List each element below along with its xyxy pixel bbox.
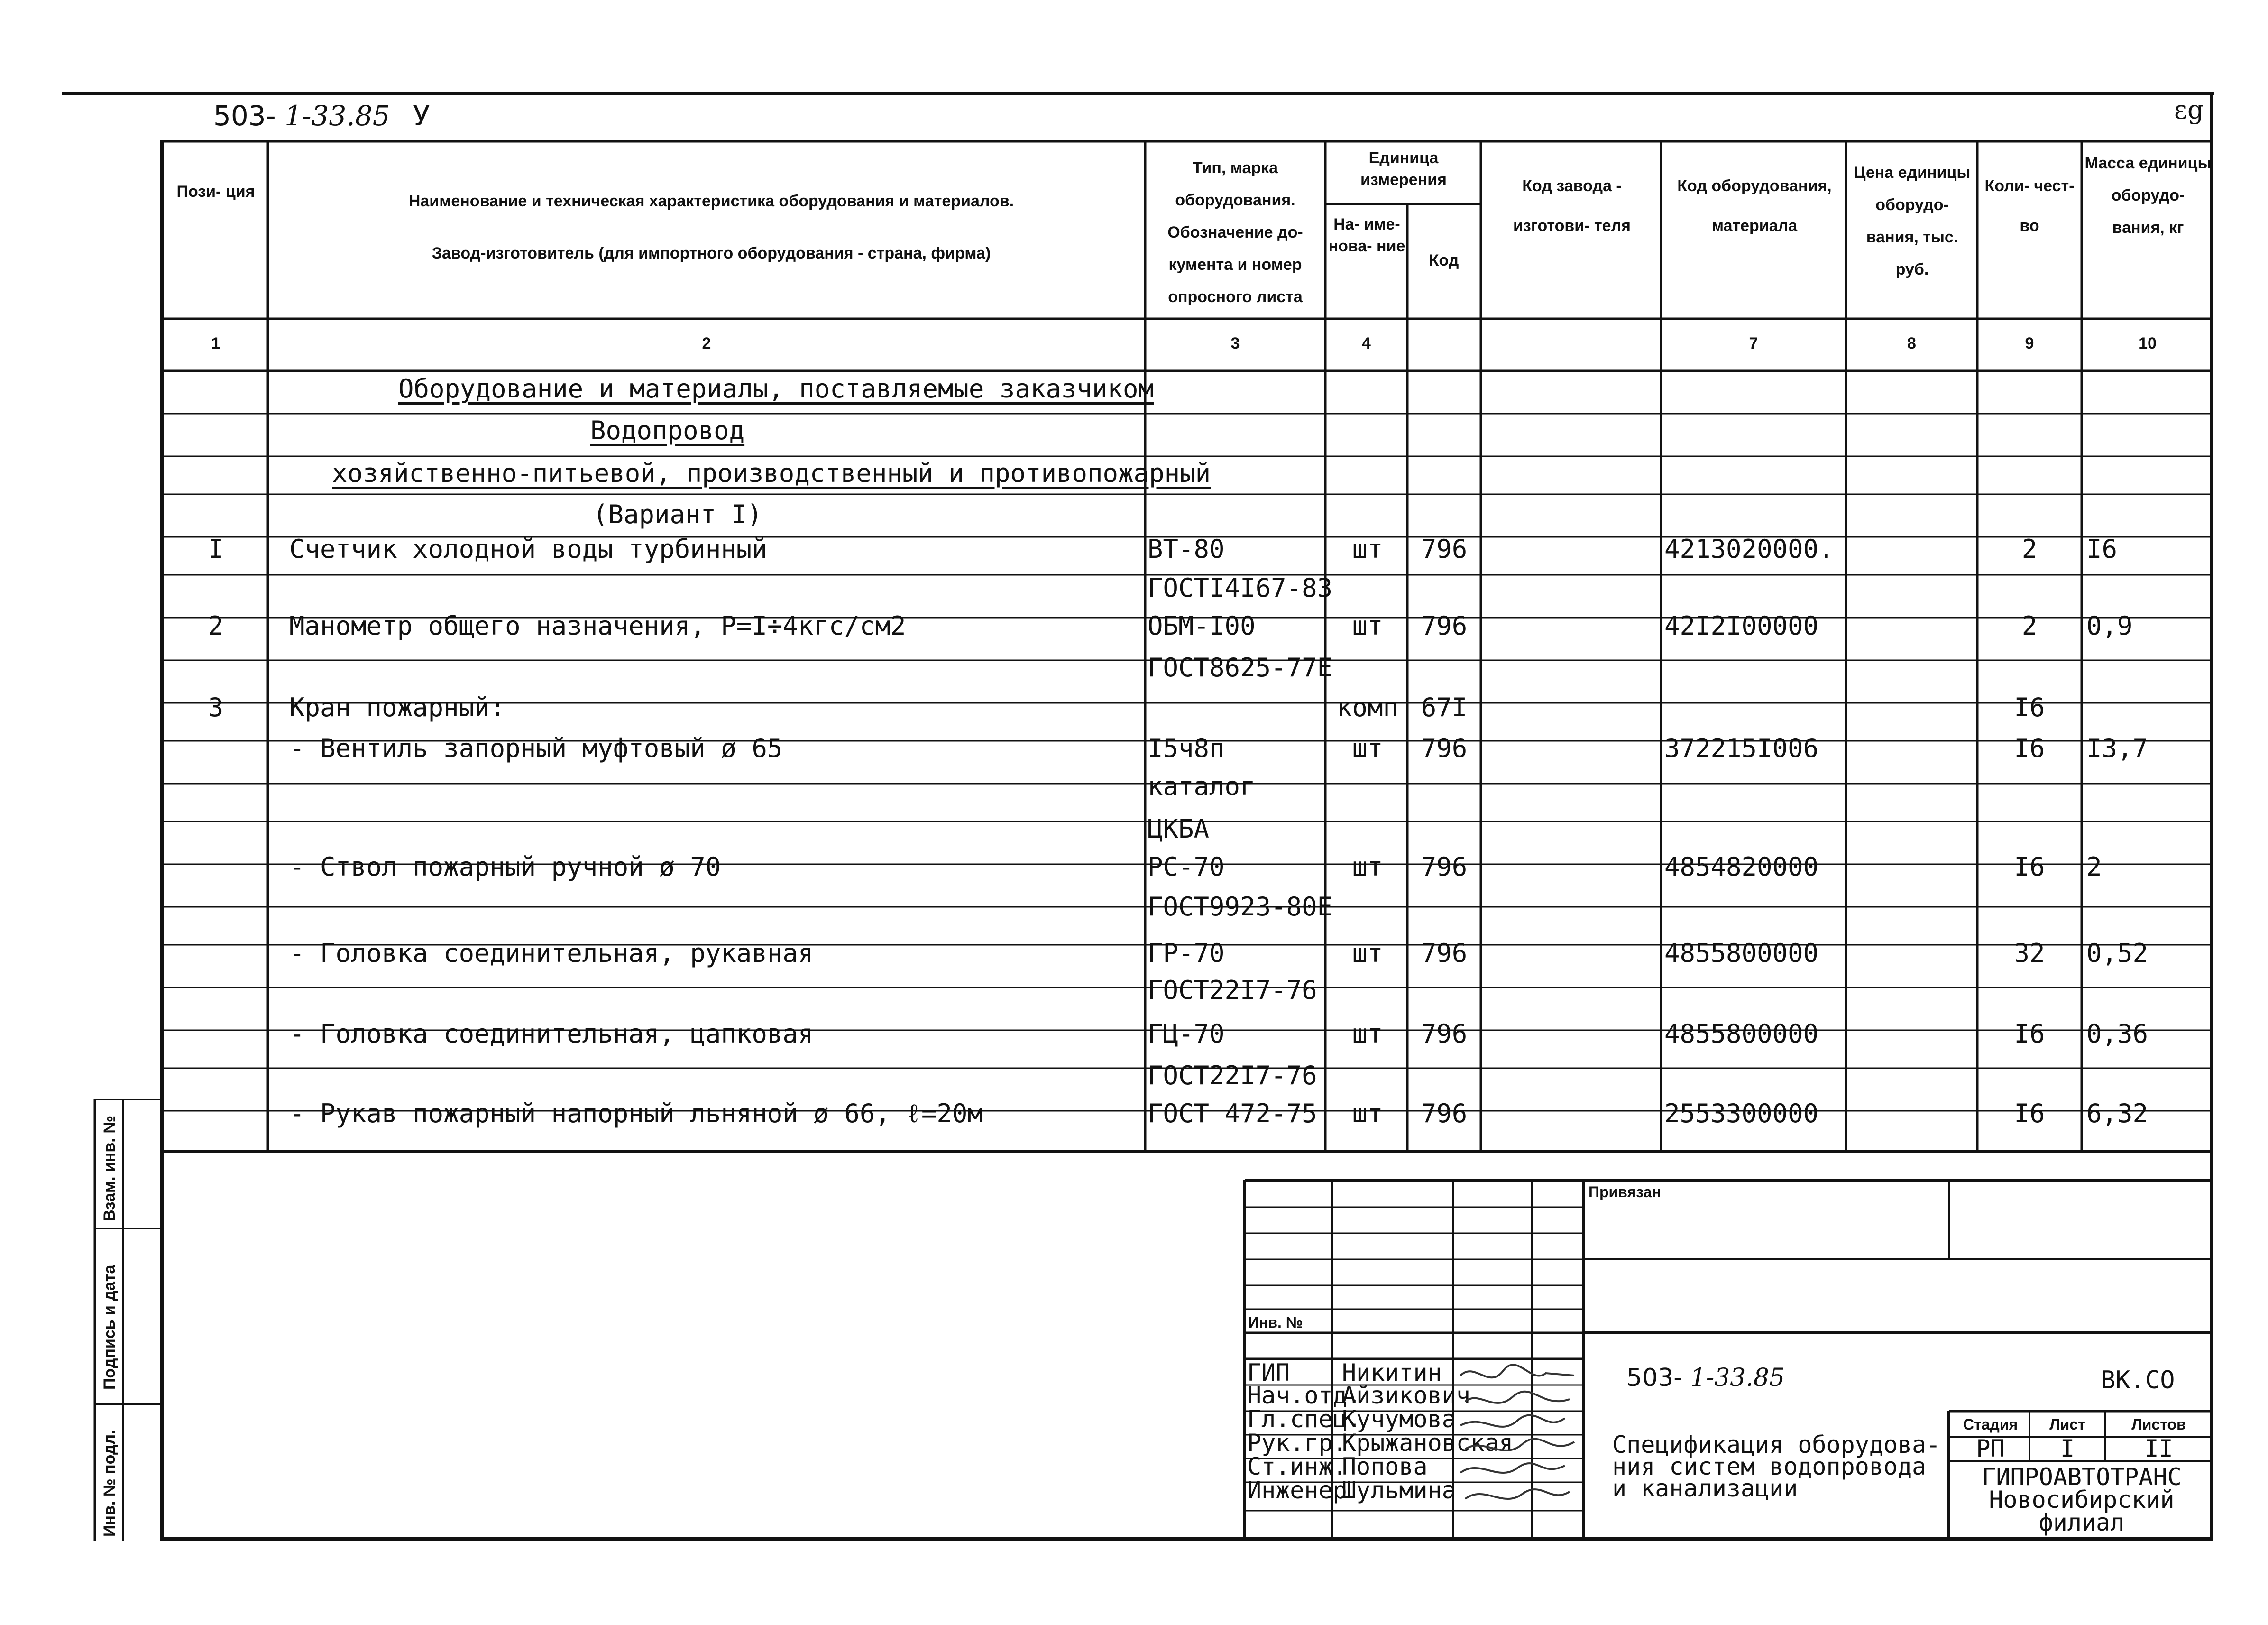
row-type: ЦКБА — [1148, 814, 1210, 844]
col-number-2: 2 — [702, 334, 711, 352]
row-position: I — [208, 534, 224, 564]
document-code-printed: 503- — [213, 100, 276, 132]
org-line-2: Новосибирский — [1989, 1486, 2175, 1514]
binding-sign-date: Подпись и дата — [101, 1265, 119, 1390]
row-name: - Вентиль запорный муфтовый ø 65 — [289, 733, 783, 763]
stage-label: Стадия — [1963, 1416, 2018, 1433]
role-title: Инженер — [1247, 1477, 1347, 1504]
header-type: Тип, марка оборудования. Обозначение до- кумента и номер опросного листа — [1167, 159, 1303, 306]
section-title-types: хозяйственно-питьевой, производственный и противопожарный — [332, 458, 1211, 488]
header-unit: Единица измерения — [1360, 149, 1447, 189]
org-line-1: ГИПРОАВТОТРАНС — [1982, 1463, 2182, 1491]
row-unit-code: 796 — [1421, 534, 1468, 564]
title-mark: ВК.СО — [2101, 1366, 2175, 1394]
row-unit-code: 796 — [1421, 852, 1468, 882]
row-name: - Рукав пожарный напорный льняной ø 66, ℓ=20м — [289, 1099, 983, 1128]
section-title-variant: (Вариант I) — [593, 499, 762, 529]
row-name: Кран пожарный: — [289, 692, 505, 722]
row-type: ГОСТ9923-80Е — [1148, 892, 1333, 922]
row-unit-code: 796 — [1421, 733, 1468, 763]
role-title: Гл.спец. — [1247, 1405, 1361, 1433]
sheets-value: II — [2144, 1435, 2173, 1462]
header-unit-name: На- име- нова- ние — [1328, 215, 1405, 255]
signatures-scribbles — [1456, 1361, 1584, 1542]
corner-sheet-number: εg — [2174, 95, 2204, 125]
org-line-3: филиал — [2038, 1509, 2125, 1536]
col-number-9: 9 — [2025, 334, 2034, 352]
row-equipment-code: 4855800000 — [1664, 938, 1819, 968]
title-line-2: ния систем водопровода — [1612, 1453, 1927, 1480]
col-number-10: 10 — [2139, 334, 2157, 352]
row-quantity: I6 — [2014, 852, 2045, 882]
document-code-suffix: У — [413, 100, 430, 132]
section-title-supplied: Оборудование и материалы, поставляемые заказчиком — [398, 374, 1154, 404]
row-type: ГОСТ8625-77Е — [1148, 653, 1333, 683]
row-quantity: I6 — [2014, 692, 2045, 722]
col-number-4: 4 — [1362, 334, 1371, 352]
row-position: 3 — [208, 692, 224, 722]
stage-value: РП — [1976, 1435, 2005, 1462]
sheet-value: I — [2060, 1435, 2075, 1462]
header-name: Наименование и техническая характеристика оборудования и материалов. — [408, 192, 1014, 210]
row-unit: шт — [1352, 938, 1383, 968]
row-unit-code: 796 — [1421, 1019, 1468, 1049]
section-title-water: Водопровод — [590, 415, 745, 445]
document-code-handwritten: 1-33.85 — [285, 100, 390, 132]
col-number-3: 3 — [1230, 334, 1240, 352]
binding-vzam-inv: Взам. инв. № — [101, 1115, 119, 1221]
row-unit: шт — [1352, 1099, 1383, 1128]
row-quantity: 32 — [2014, 938, 2045, 968]
row-unit-code: 796 — [1421, 611, 1468, 641]
header-price: Цена единицы оборудо- вания, тыс. руб. — [1854, 164, 1971, 278]
sheet-label: Лист — [2049, 1416, 2085, 1433]
row-name: - Головка соединительная, цапковая — [289, 1019, 814, 1049]
row-quantity: 2 — [2021, 611, 2038, 641]
sheets-label: Листов — [2131, 1416, 2186, 1433]
attached-label: Привязан — [1589, 1183, 1661, 1200]
title-doc-code-printed: 503- — [1626, 1364, 1683, 1392]
row-equipment-code: 42I2I00000 — [1664, 611, 1819, 641]
row-mass: I6 — [2086, 534, 2118, 564]
row-name: - Головка соединительная, рукавная — [289, 938, 814, 968]
row-type: ГОСТ 472-75 — [1148, 1099, 1317, 1128]
row-position: 2 — [208, 611, 224, 641]
row-type: I5ч8п — [1148, 733, 1225, 763]
role-person: Айзикович — [1342, 1382, 1470, 1409]
row-quantity: 2 — [2021, 534, 2038, 564]
role-person: Шульмина — [1342, 1477, 1456, 1504]
title-doc-code — [1626, 1364, 1785, 1392]
row-unit-code: 67I — [1421, 692, 1468, 722]
row-name: Манометр общего назначения, Р=I÷4кгс/см2 — [289, 611, 906, 641]
row-unit-code: 796 — [1421, 1099, 1468, 1128]
row-type: ГОСТI4I67-83 — [1148, 573, 1333, 603]
row-unit: шт — [1352, 611, 1383, 641]
row-type: каталог — [1148, 771, 1256, 801]
row-mass: 0,36 — [2086, 1019, 2149, 1049]
row-unit: комп — [1336, 692, 1399, 722]
row-quantity: I6 — [2014, 1099, 2045, 1128]
row-type: ГОСТ22I7-76 — [1148, 975, 1317, 1005]
row-equipment-code: 372215I006 — [1664, 733, 1819, 763]
role-title: Ст.инж. — [1247, 1453, 1347, 1480]
row-quantity: I6 — [2014, 733, 2045, 763]
row-mass: 2 — [2086, 852, 2102, 882]
row-equipment-code: 4854820000 — [1664, 852, 1819, 882]
role-title: ГИП — [1247, 1359, 1290, 1386]
row-name: Счетчик холодной воды турбинный — [289, 534, 767, 564]
row-equipment-code: 2553300000 — [1664, 1099, 1819, 1128]
row-type: ГОСТ22I7-76 — [1148, 1061, 1317, 1090]
header-name-sub: Завод-изготовитель (для импортного оборудования - страна, фирма) — [432, 244, 991, 262]
header-factory-code: Код завода - изготови- теля — [1513, 177, 1631, 235]
role-title: Рук.гр. — [1247, 1429, 1347, 1457]
header-position: Пози- ция — [176, 183, 255, 201]
row-unit: шт — [1352, 852, 1383, 882]
row-equipment-code: 4213020000. — [1664, 534, 1834, 564]
role-person: Крыжановская — [1342, 1429, 1514, 1457]
row-mass: 0,9 — [2086, 611, 2133, 641]
row-mass: 0,52 — [2086, 938, 2149, 968]
title-line-3: и канализации — [1612, 1475, 1798, 1502]
role-person: Попова — [1342, 1453, 1428, 1480]
row-type: ГЦ-70 — [1148, 1019, 1225, 1049]
col-number-7: 7 — [1749, 334, 1758, 352]
row-quantity: I6 — [2014, 1019, 2045, 1049]
row-type: РС-70 — [1148, 852, 1225, 882]
title-line-1: Спецификация оборудова- — [1612, 1431, 1941, 1459]
header-mass: Масса единицы оборудо- вания, кг — [2084, 154, 2212, 237]
title-doc-code-handwritten: 1-33.85 — [1690, 1364, 1785, 1392]
row-unit: шт — [1352, 534, 1383, 564]
header-quantity: Коли- чест- во — [1984, 177, 2075, 235]
row-mass: 6,32 — [2086, 1099, 2149, 1128]
row-unit: шт — [1352, 733, 1383, 763]
row-name: - Ствол пожарный ручной ø 70 — [289, 852, 721, 882]
row-unit-code: 796 — [1421, 938, 1468, 968]
row-mass: I3,7 — [2086, 733, 2149, 763]
inv-label: Инв. № — [1248, 1314, 1303, 1331]
row-unit: шт — [1352, 1019, 1383, 1049]
header-unit-code: Код — [1429, 251, 1459, 269]
header-equipment-code: Код оборудования, материала — [1677, 177, 1832, 235]
row-equipment-code: 4855800000 — [1664, 1019, 1819, 1049]
col-number-1: 1 — [211, 334, 220, 352]
role-title: Нач.отд. — [1247, 1382, 1361, 1409]
binding-inv-num-orig: Инв. № подл. — [101, 1430, 119, 1537]
role-person: Никитин — [1342, 1359, 1442, 1386]
row-type: ОБМ-I00 — [1148, 611, 1256, 641]
role-person: Кучумова — [1342, 1405, 1456, 1433]
row-type: ВТ-80 — [1148, 534, 1225, 564]
row-type: ГР-70 — [1148, 938, 1225, 968]
col-number-8: 8 — [1907, 334, 1916, 352]
